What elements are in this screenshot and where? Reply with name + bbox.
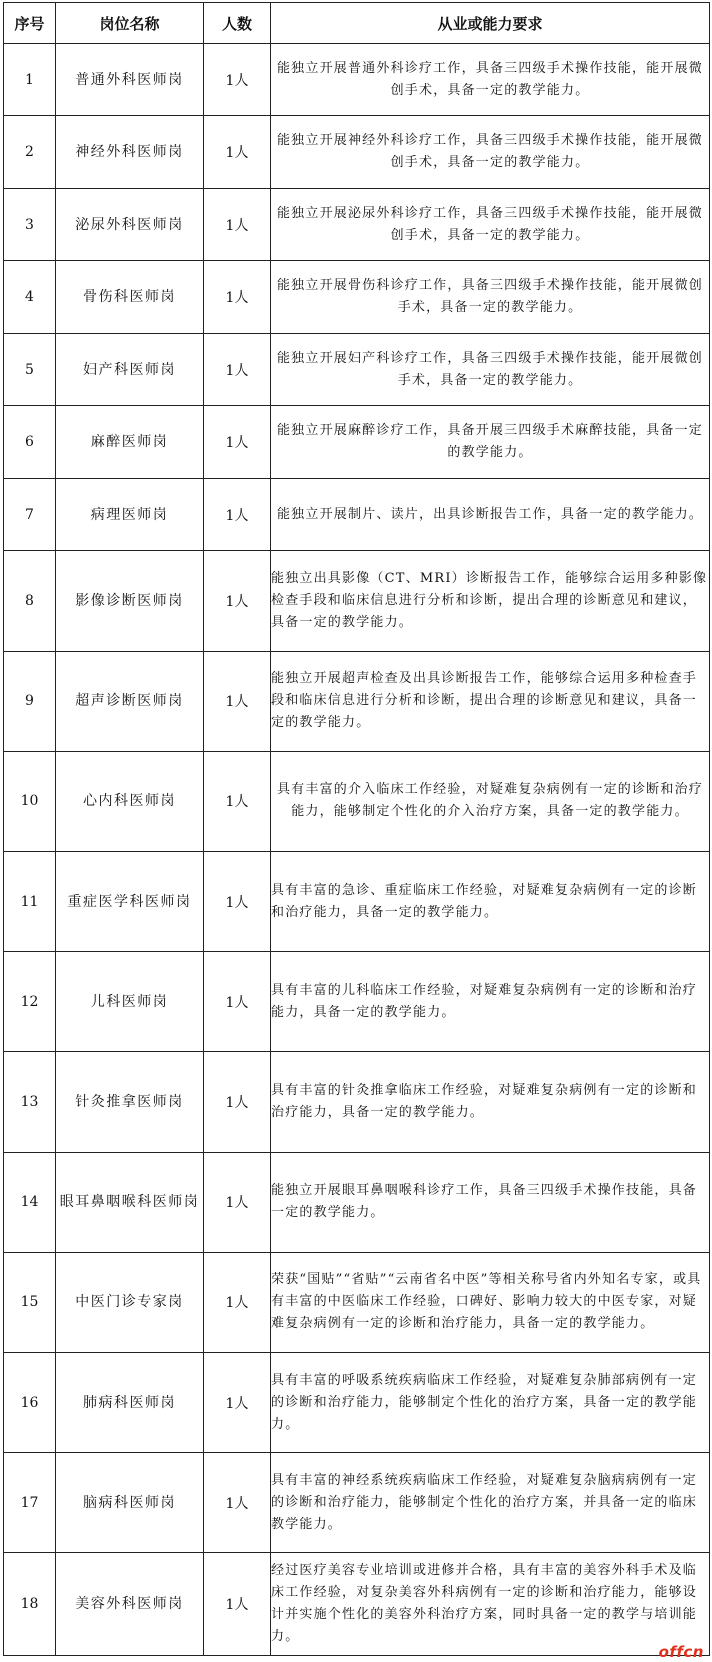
table-row: [4, 1052, 710, 1152]
position-name: 美容外科医师岗: [56, 1553, 204, 1656]
table-row: [4, 1553, 710, 1656]
requirements: 具有丰富的呼吸系统疾病临床工作经验，对疑难复杂肺部病例有一定的诊断和治疗能力，能够制定个性化的治疗方案，具备一定的教学能力。: [271, 1353, 710, 1453]
headcount: 1人: [204, 1252, 271, 1352]
headcount: 1人: [204, 44, 271, 116]
header-requirements: 从业或能力要求: [271, 3, 710, 44]
table-row: [4, 852, 710, 952]
header-position: 岗位名称: [56, 3, 204, 44]
requirements: 经过医疗美容专业培训或进修并合格，具有丰富的美容外科手术及临床工作经验，对复杂美容外科病例有一定的诊断和治疗能力，能够设计并实施个性化的美容外科治疗方案，同时具备一定的教学与培训能力。: [271, 1553, 710, 1656]
row-number: 13: [4, 1052, 56, 1152]
headcount: 1人: [204, 952, 271, 1052]
headcount: 1人: [204, 406, 271, 478]
table-row: [4, 952, 710, 1052]
row-number: 1: [4, 44, 56, 116]
requirements: 能独立开展普通外科诊疗工作，具备三四级手术操作技能，能开展微创手术，具备一定的教学能力。: [271, 44, 710, 116]
position-name: 针灸推拿医师岗: [56, 1052, 204, 1152]
table-row: [4, 1353, 710, 1453]
requirements: 具有丰富的儿科临床工作经验，对疑难复杂病例有一定的诊断和治疗能力，具备一定的教学能力。: [271, 952, 710, 1052]
offcn-watermark: offcn: [658, 1643, 704, 1661]
header-count: 人数: [204, 3, 271, 44]
requirements: 具有丰富的神经系统疾病临床工作经验，对疑难复杂脑病病例有一定的诊断和治疗能力，能够制定个性化的治疗方案，并具备一定的临床教学能力。: [271, 1453, 710, 1553]
headcount: 1人: [204, 751, 271, 851]
row-number: 6: [4, 406, 56, 478]
headcount: 1人: [204, 1052, 271, 1152]
position-name: 眼耳鼻咽喉科医师岗: [56, 1152, 204, 1252]
position-name: 泌尿外科医师岗: [56, 188, 204, 260]
table-row: [4, 406, 710, 478]
requirements: 具有丰富的针灸推拿临床工作经验，对疑难复杂病例有一定的诊断和治疗能力，具备一定的教学能力。: [271, 1052, 710, 1152]
position-name: 妇产科医师岗: [56, 333, 204, 405]
row-number: 17: [4, 1453, 56, 1553]
position-name: 病理医师岗: [56, 478, 204, 550]
table-row: [4, 261, 710, 333]
requirements: 能独立开展超声检查及出具诊断报告工作，能够综合运用多种检查手段和临床信息进行分析和诊断，提出合理的诊断意见和建议，具备一定的教学能力。: [271, 651, 710, 751]
headcount: 1人: [204, 1553, 271, 1656]
headcount: 1人: [204, 852, 271, 952]
headcount: 1人: [204, 1453, 271, 1553]
row-number: 2: [4, 116, 56, 188]
requirements: 能独立开展神经外科诊疗工作，具备三四级手术操作技能，能开展微创手术，具备一定的教学能力。: [271, 116, 710, 188]
headcount: 1人: [204, 188, 271, 260]
table-row: [4, 333, 710, 405]
table-row: [4, 1252, 710, 1352]
table-row: [4, 44, 710, 116]
table-row: [4, 1152, 710, 1252]
row-number: 5: [4, 333, 56, 405]
headcount: 1人: [204, 1152, 271, 1252]
position-name: 影像诊断医师岗: [56, 551, 204, 651]
row-number: 9: [4, 651, 56, 751]
table-row: [4, 478, 710, 550]
position-name: 脑病科医师岗: [56, 1453, 204, 1553]
row-number: 16: [4, 1353, 56, 1453]
row-number: 18: [4, 1553, 56, 1656]
position-name: 肺病科医师岗: [56, 1353, 204, 1453]
table-row: [4, 1453, 710, 1553]
table-row: [4, 651, 710, 751]
headcount: 1人: [204, 333, 271, 405]
requirements: 能独立开展泌尿外科诊疗工作，具备三四级手术操作技能，能开展微创手术，具备一定的教学能力。: [271, 188, 710, 260]
requirements: 荣获“国贴”“省贴”“云南省名中医”等相关称号省内外知名专家，或具有丰富的中医临床工作经验，口碑好、影响力较大的中医专家，对疑难复杂病例有一定的诊断和治疗能力，具备一定的教学能力。: [271, 1252, 710, 1352]
table-row: [4, 116, 710, 188]
table-row: [4, 188, 710, 260]
position-name: 骨伤科医师岗: [56, 261, 204, 333]
requirements: 能独立出具影像（CT、MRI）诊断报告工作，能够综合运用多种影像检查手段和临床信息进行分析和诊断，提出合理的诊断意见和建议，具备一定的教学能力。: [271, 551, 710, 651]
requirements: 能独立开展眼耳鼻咽喉科诊疗工作，具备三四级手术操作技能，具备一定的教学能力。: [271, 1152, 710, 1252]
row-number: 7: [4, 478, 56, 550]
row-number: 11: [4, 852, 56, 952]
headcount: 1人: [204, 261, 271, 333]
requirements: 能独立开展妇产科诊疗工作，具备三四级手术操作技能，能开展微创手术，具备一定的教学能力。: [271, 333, 710, 405]
requirements: 能独立开展制片、读片，出具诊断报告工作，具备一定的教学能力。: [271, 478, 710, 550]
position-name: 儿科医师岗: [56, 952, 204, 1052]
job-requirements-table: [3, 2, 710, 1656]
row-number: 10: [4, 751, 56, 851]
position-name: 普通外科医师岗: [56, 44, 204, 116]
headcount: 1人: [204, 478, 271, 550]
table-row: [4, 551, 710, 651]
row-number: 3: [4, 188, 56, 260]
row-number: 4: [4, 261, 56, 333]
row-number: 14: [4, 1152, 56, 1252]
table-row: [4, 751, 710, 851]
position-name: 超声诊断医师岗: [56, 651, 204, 751]
headcount: 1人: [204, 551, 271, 651]
position-name: 麻醉医师岗: [56, 406, 204, 478]
headcount: 1人: [204, 116, 271, 188]
position-name: 心内科医师岗: [56, 751, 204, 851]
position-name: 中医门诊专家岗: [56, 1252, 204, 1352]
header-no: 序号: [4, 3, 56, 44]
headcount: 1人: [204, 1353, 271, 1453]
requirements: 具有丰富的介入临床工作经验，对疑难复杂病例有一定的诊断和治疗能力，能够制定个性化的介入治疗方案，具备一定的教学能力。: [271, 751, 710, 851]
row-number: 12: [4, 952, 56, 1052]
row-number: 8: [4, 551, 56, 651]
position-name: 神经外科医师岗: [56, 116, 204, 188]
position-name: 重症医学科医师岗: [56, 852, 204, 952]
requirements: 具有丰富的急诊、重症临床工作经验，对疑难复杂病例有一定的诊断和治疗能力，具备一定的教学能力。: [271, 852, 710, 952]
requirements: 能独立开展骨伤科诊疗工作，具备三四级手术操作技能，能开展微创手术，具备一定的教学能力。: [271, 261, 710, 333]
header-row: [4, 3, 710, 44]
row-number: 15: [4, 1252, 56, 1352]
requirements: 能独立开展麻醉诊疗工作，具备开展三四级手术麻醉技能，具备一定的教学能力。: [271, 406, 710, 478]
headcount: 1人: [204, 651, 271, 751]
